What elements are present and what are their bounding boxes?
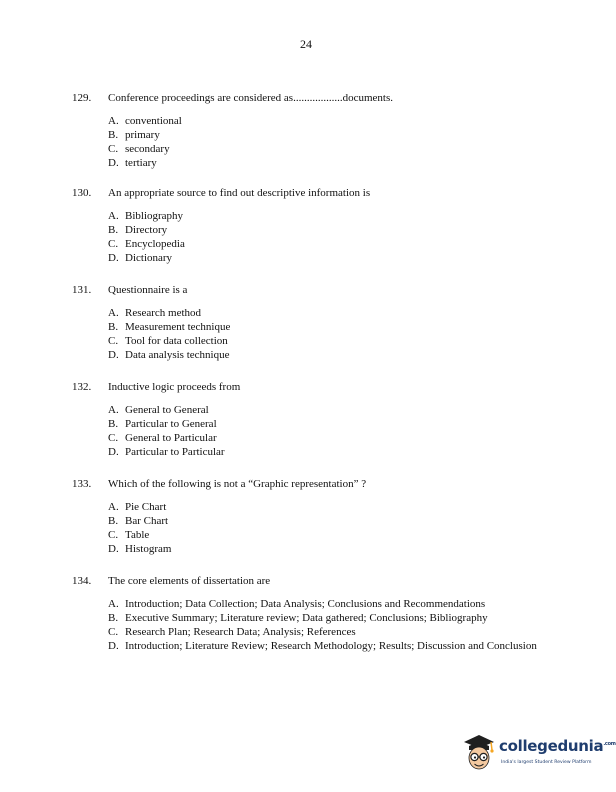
option-letter: C. [108,431,119,444]
question-134 [72,574,542,654]
question-text: Which of the following is not a “Graphic representation” ? [108,478,367,490]
option-letter: C. [108,528,119,541]
option-text: Encyclopedia [125,237,185,250]
option-a [108,404,542,418]
option-c [108,626,542,640]
page-number: 24 [300,37,312,51]
option-d [108,543,542,557]
option-text: Particular to General [125,417,217,430]
logo-name: collegedunia [499,737,604,755]
option-a [108,115,542,129]
option-b [108,515,542,529]
question-text: Conference proceedings are considered as..................documents. [108,92,393,104]
option-list [108,307,542,363]
option-letter: A. [108,115,119,127]
option-text: Executive Summary; Literature review; Data gathered; Conclusions; Bibliography [125,611,488,624]
option-text: Table [125,528,150,541]
option-text: Research method [125,307,202,319]
question-133 [72,477,542,557]
option-d [108,157,542,171]
option-letter: C. [108,625,119,638]
option-a [108,501,542,515]
option-letter: B. [108,417,119,430]
question-129 [72,91,542,171]
option-d [108,640,542,654]
logo-tagline: India's largest Student Review Platform [501,760,592,765]
option-a [108,210,542,224]
question-number: 134. [72,575,92,587]
option-letter: D. [108,156,119,169]
option-letter: B. [108,128,119,141]
option-letter: D. [108,251,119,264]
option-text: tertiary [125,156,157,169]
option-b [108,129,542,143]
option-text: Tool for data collection [125,334,228,347]
question-stem [72,380,542,394]
option-letter: A. [108,501,119,513]
option-text: Research Plan; Research Data; Analysis; References [125,625,356,638]
question-stem [72,283,542,297]
option-letter: B. [108,514,119,527]
option-b [108,418,542,432]
option-text: Dictionary [125,251,173,264]
option-letter: A. [108,307,119,319]
question-text: The core elements of dissertation are [108,575,271,587]
option-text: primary [125,128,160,141]
option-text: secondary [125,142,170,155]
option-b [108,612,542,626]
option-text: Bar Chart [125,514,169,527]
option-c [108,432,542,446]
option-c [108,143,542,157]
option-letter: D. [108,348,119,361]
option-text: Introduction; Data Collection; Data Analysis; Conclusions and Recommendations [125,598,486,610]
option-letter: D. [108,639,119,652]
question-stem [72,91,542,105]
option-text: Bibliography [125,210,184,222]
option-text: conventional [125,115,182,127]
question-number: 129. [72,92,92,104]
option-letter: C. [108,334,119,347]
mascot-icon [461,733,497,775]
option-letter: A. [108,598,119,610]
option-c [108,238,542,252]
question-131 [72,283,542,363]
question-stem [72,574,542,588]
option-text: Directory [125,223,168,236]
option-text: Pie Chart [125,501,167,513]
option-list [108,598,542,654]
option-b [108,224,542,238]
option-letter: A. [108,210,119,222]
option-text: General to Particular [125,431,217,444]
question-number: 130. [72,187,92,199]
question-stem [72,186,542,200]
option-text: Measurement technique [125,320,231,333]
option-a [108,598,542,612]
option-d [108,349,542,363]
option-letter: B. [108,320,119,333]
option-d [108,252,542,266]
question-132 [72,380,542,460]
collegedunia-logo[interactable] [461,733,616,777]
option-c [108,335,542,349]
option-letter: C. [108,237,119,250]
question-text: Questionnaire is a [108,284,188,296]
option-list [108,404,542,460]
question-130 [72,186,542,266]
option-list [108,501,542,557]
question-text: An appropriate source to find out descriptive information is [108,187,371,199]
option-letter: B. [108,223,119,236]
option-text: Data analysis technique [125,348,230,361]
option-text: General to General [125,404,209,416]
option-text: Particular to Particular [125,445,225,458]
option-b [108,321,542,335]
option-letter: A. [108,404,119,416]
question-text: Inductive logic proceeds from [108,381,241,393]
logo-wordmark [499,737,616,755]
option-letter: D. [108,542,119,555]
question-stem [72,477,542,491]
option-list [108,115,542,171]
question-number: 133. [72,478,92,490]
question-number: 131. [72,284,92,296]
option-text: Introduction; Literature Review; Research Methodology; Results; Discussion and Conclusion [125,639,537,652]
option-c [108,529,542,543]
option-d [108,446,542,460]
option-a [108,307,542,321]
option-letter: B. [108,611,119,624]
logo-tld: .com [603,741,616,747]
option-letter: D. [108,445,119,458]
option-list [108,210,542,266]
question-number: 132. [72,381,92,393]
option-text: Histogram [125,542,172,555]
option-letter: C. [108,142,119,155]
